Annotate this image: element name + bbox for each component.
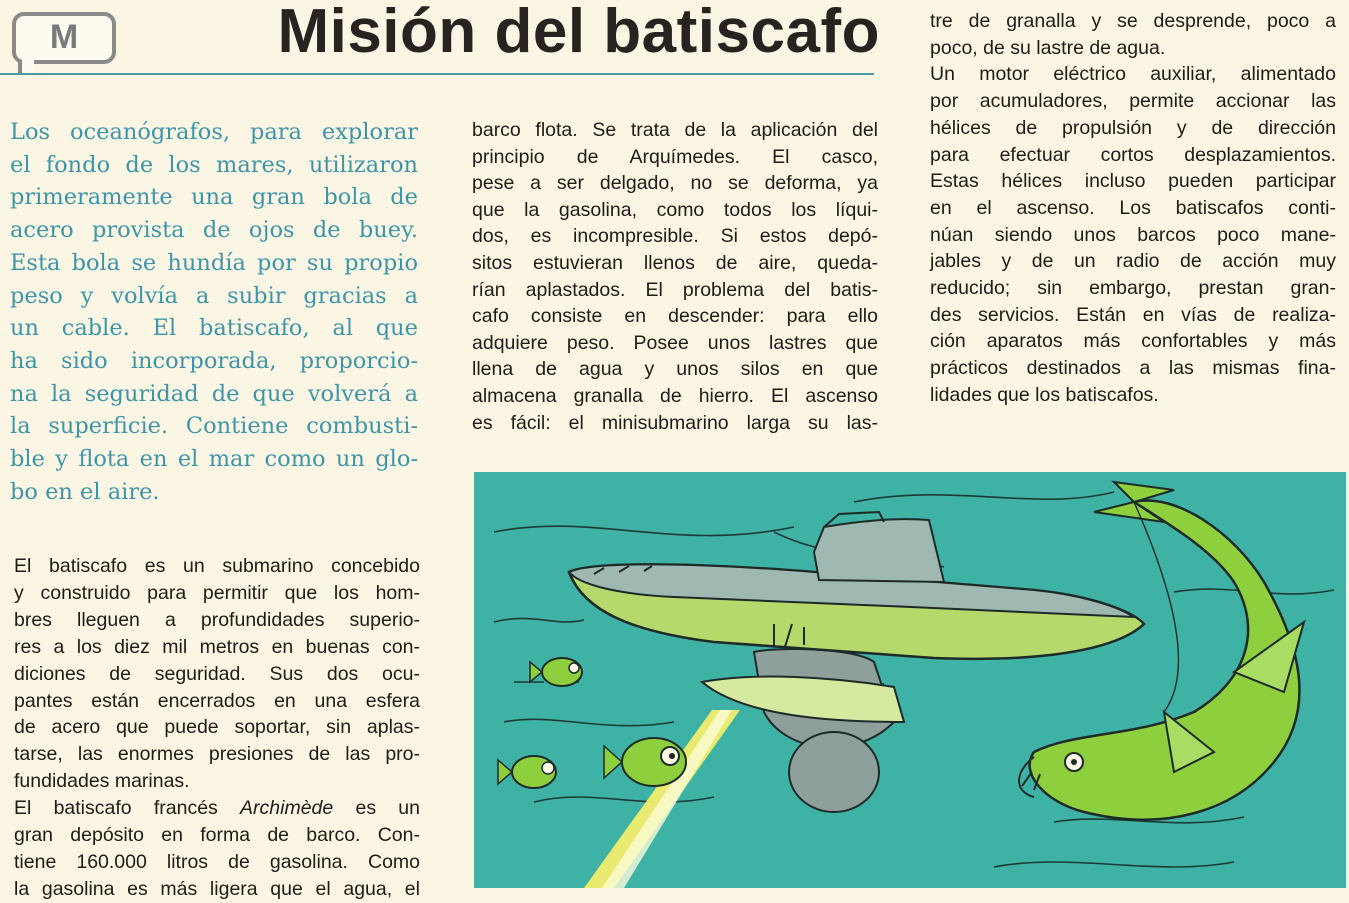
fish-pupil — [1071, 759, 1077, 765]
conning-tower — [814, 519, 944, 582]
body-line: hélices de propulsión y de dirección — [930, 116, 1336, 139]
body-line: por acumuladores, permite accionar las — [930, 90, 1336, 113]
body-line: des servicios. Están en vías de realiza- — [930, 303, 1336, 326]
body-line: tre de granalla y se desprende, poco a — [930, 10, 1336, 32]
chapter-letter: M — [49, 18, 79, 56]
body-line: pantes están encerrados en una esfera — [14, 689, 420, 712]
body-line: tarse, las enormes presiones de las pro- — [14, 743, 420, 766]
lead-line: ble y flota en el mar como un glo- — [10, 446, 418, 473]
lead-line: acero provista de ojos de buey. — [10, 217, 418, 244]
body-line: dos, es incompresible. Si estos depó- — [472, 225, 878, 248]
lead-paragraph — [10, 116, 418, 508]
body-line: El batiscafo es un submarino concebido — [14, 555, 420, 577]
lead-line: Esta bola se hundía por su propio — [10, 249, 418, 276]
lead-line: el fondo de los mares, utilizaron — [10, 151, 418, 178]
body-line: para efectuar cortos desplazamientos. — [930, 143, 1336, 166]
ship-intro: El batiscafo francés — [14, 797, 241, 820]
body-line: poco, de su lastre de agua. — [930, 36, 1166, 59]
body-line: en el ascenso. Los batiscafos conti- — [930, 196, 1336, 219]
body-line: de acero que puede soportar, sin aplas- — [14, 716, 420, 739]
body-line: la gasolina es más ligera que el agua, el — [14, 877, 420, 900]
body-line: prácticos destinados a las mismas fina- — [930, 357, 1336, 380]
lead-line: na la seguridad de que volverá a — [10, 380, 418, 407]
body-line: principio de Arquímedes. El casco, — [472, 145, 878, 168]
body-line: ción aparatos más confortables y más — [930, 330, 1336, 353]
body-line: barco flota. Se trata de la aplicación del — [472, 119, 878, 141]
page-title: Misión del batiscafo — [277, 0, 880, 66]
body-line: cafo consiste en descender: para ello — [472, 305, 878, 328]
illustration-canvas — [474, 472, 1346, 888]
body-column-2 — [472, 117, 878, 436]
body-line: que la gasolina, como todos los líqui- — [472, 198, 878, 221]
body-line: núan siendo unos barcos poco mane- — [930, 223, 1336, 246]
body-line: y construido para permitir que los hom- — [14, 581, 420, 604]
body-line: gran depósito en forma de barco. Con- — [14, 824, 420, 847]
body-line: sitos estuvieran llenos de aire, queda- — [472, 251, 878, 274]
body-line: res a los diez mil metros en buenas con- — [14, 635, 420, 658]
body-line: adquiere peso. Posee unos lastres que — [472, 331, 878, 354]
body-line: reducido; sin embargo, prestan gran- — [930, 277, 1336, 300]
ship-intro-end: es un — [333, 797, 420, 820]
lead-line: Los oceanógrafos, para explorar — [10, 119, 418, 145]
body-line: llena de agua y unos silos en que — [472, 358, 878, 381]
lead-line: bo en el aire. — [10, 478, 160, 505]
lead-line: un cable. El batiscafo, al que — [10, 315, 418, 342]
lead-line: primeramente una gran bola de — [10, 184, 418, 211]
body-line: jables y de un radio de acción muy — [930, 250, 1336, 273]
body-line: bres lleguen a profundidades superio- — [14, 608, 420, 631]
body-column-3 — [930, 8, 1336, 409]
body-line: rían aplastados. El problema del batis- — [472, 278, 878, 301]
ship-name: Archimède — [240, 797, 334, 820]
body-line: lidades que los batiscafos. — [930, 383, 1159, 406]
body-line: pese a ser delgado, no se deforma, ya — [472, 172, 878, 195]
body-line-ship — [14, 795, 420, 822]
body-line: fundidades marinas. — [14, 770, 190, 793]
chapter-badge — [12, 12, 116, 64]
lead-line: peso y volvía a subir gracias a — [10, 282, 418, 309]
body-line: Un motor eléctrico auxiliar, alimentado — [930, 63, 1336, 86]
lead-line: la superficie. Contiene combusti- — [10, 413, 418, 440]
title-rule — [0, 73, 874, 75]
sphere — [789, 732, 879, 812]
bathyscaphe-illustration — [474, 472, 1346, 888]
body-line: diciones de seguridad. Sus dos ocu- — [14, 662, 420, 685]
body-column-1 — [14, 553, 420, 903]
body-line: Estas hélices incluso pueden participar — [930, 170, 1336, 193]
chapter-badge-tail — [18, 60, 34, 74]
lead-line: ha sido incorporada, proporcio- — [10, 347, 418, 374]
body-line: tiene 160.000 litros de gasolina. Como — [14, 850, 420, 873]
body-line: es fácil: el minisubmarino larga su las- — [472, 411, 878, 434]
body-line: almacena granalla de hierro. El ascenso — [472, 384, 878, 407]
